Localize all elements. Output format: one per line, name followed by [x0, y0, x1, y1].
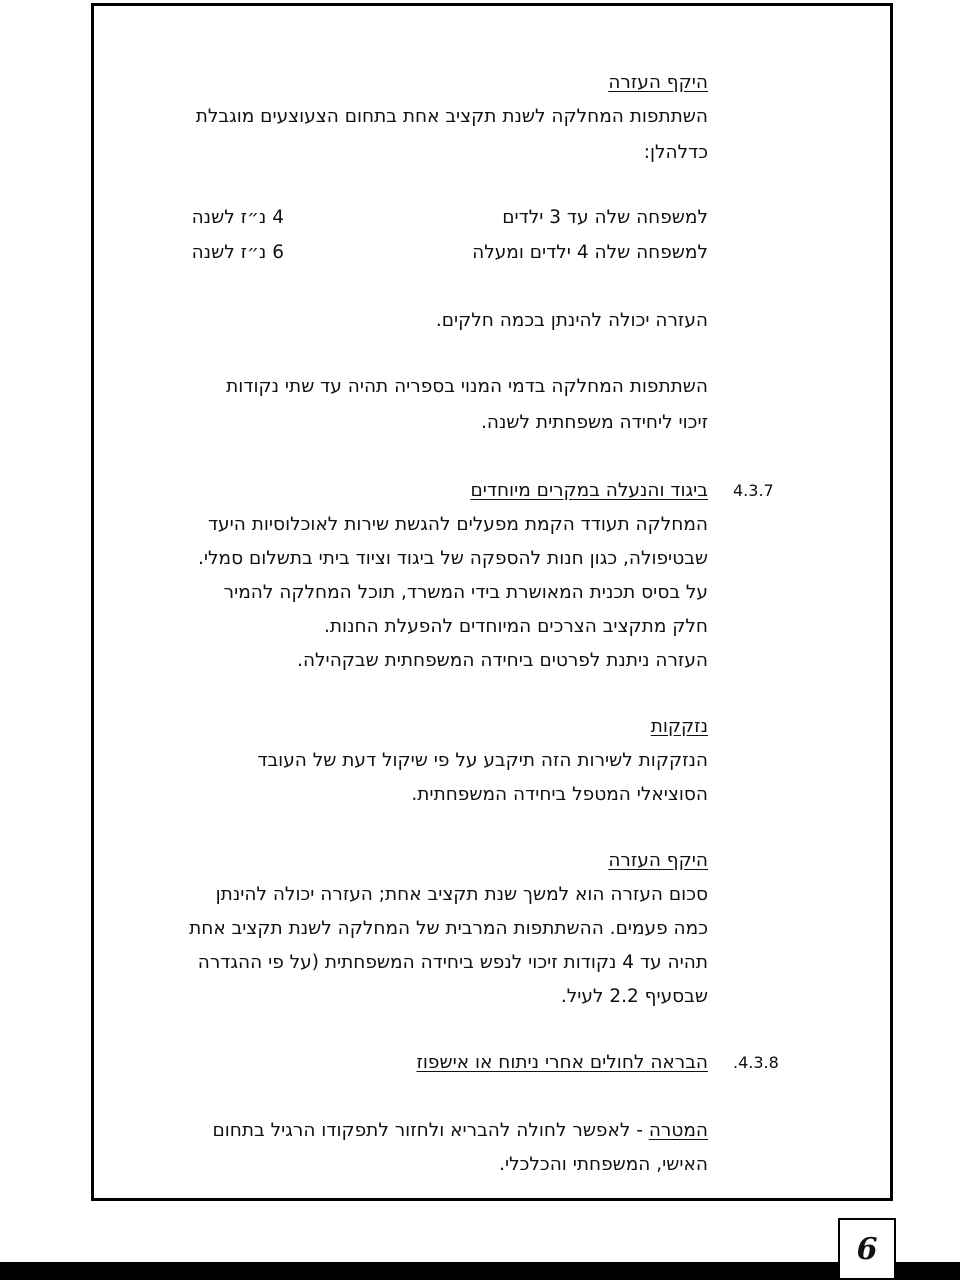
eligibility-line: הסוציאלי המטפל ביחידה המשפחתית. — [411, 784, 708, 805]
goal-text: - לאפשר לחולה להבריא ולחזור לתפקודו הרגיל בתחום — [212, 1120, 649, 1141]
section-line: המחלקה תעודד הקמת מפעלים להגשת שירות לאוכלוסיות היעד — [207, 514, 708, 535]
goal-line-1 — [212, 1120, 708, 1142]
scope-text-line-1: השתתפות המחלקה לשנת תקציב אחת בתחום הצעוצעים מוגבלת — [195, 106, 708, 127]
section-line: חלק מתקציב הצרכים המיוחדים להפעלת החנות. — [324, 616, 708, 637]
scope-text-line-2: כדלהלן: — [643, 142, 708, 163]
section-heading-4-3-8: הבראה לחולים אחרי ניתוח או אישפוז — [416, 1052, 708, 1073]
library-line-2: זיכוי ליחידה משפחתית לשנה. — [481, 412, 708, 433]
section-line: העזרה ניתנת לפרטים ביחידה המשפחתית שבקהילה. — [297, 650, 708, 671]
scope-line: תהיה עד 4 נקודות זיכוי לנפש ביחידה המשפחתית (על פי ההגדרה — [197, 952, 708, 973]
scope-heading-2: היקף העזרה — [608, 850, 708, 871]
section-line: שבטיפולה, כגון חנות להספקה של ביגוד וציוד ביתי בתשלום סמלי. — [197, 548, 708, 569]
family-row-label-2: למשפחה שלה 4 ילדים ומעלה — [472, 242, 708, 263]
goal-label: המטרה — [648, 1120, 708, 1141]
family-row-amount-2: 6 נ״ז לשנה — [191, 242, 284, 263]
goal-line-2: האישי, המשפחתי והכלכלי. — [499, 1154, 708, 1175]
section-number-4-3-8: .4.3.8 — [733, 1053, 779, 1072]
section-heading-4-3-7: ביגוד והנעלה במקרים מיוחדים — [470, 480, 708, 501]
scope-line: כמה פעמים. ההשתתפות המרבית של המחלקה לשנת תקציב אחת — [189, 918, 708, 939]
library-line-1: השתתפות המחלקה בדמי המנוי בספריה תהיה עד שתי נקודות — [226, 376, 708, 397]
scope-heading-1: היקף העזרה — [608, 72, 708, 93]
footer-bar — [0, 1262, 960, 1280]
family-row-amount-1: 4 נ״ז לשנה — [191, 207, 284, 228]
parts-note: העזרה יכולה להינתן בכמה חלקים. — [435, 310, 708, 331]
eligibility-heading: נזקקות — [650, 716, 708, 737]
eligibility-line: הנזקקות לשירות הזה תיקבע על פי שיקול דעת של העובד — [257, 750, 708, 771]
section-number-4-3-7: 4.3.7 — [733, 481, 774, 500]
page-number: 6 — [838, 1218, 896, 1280]
family-row-label-1: למשפחה שלה עד 3 ילדים — [502, 207, 708, 228]
scope-line: סכום העזרה הוא למשך שנת תקציב אחת; העזרה יכולה להינתן — [215, 884, 708, 905]
section-line: על בסיס תכנית המאושרת בידי המשרד, תוכל המחלקה להמיר — [223, 582, 708, 603]
scope-line: שבסעיף 2.2 לעיל. — [560, 986, 708, 1007]
